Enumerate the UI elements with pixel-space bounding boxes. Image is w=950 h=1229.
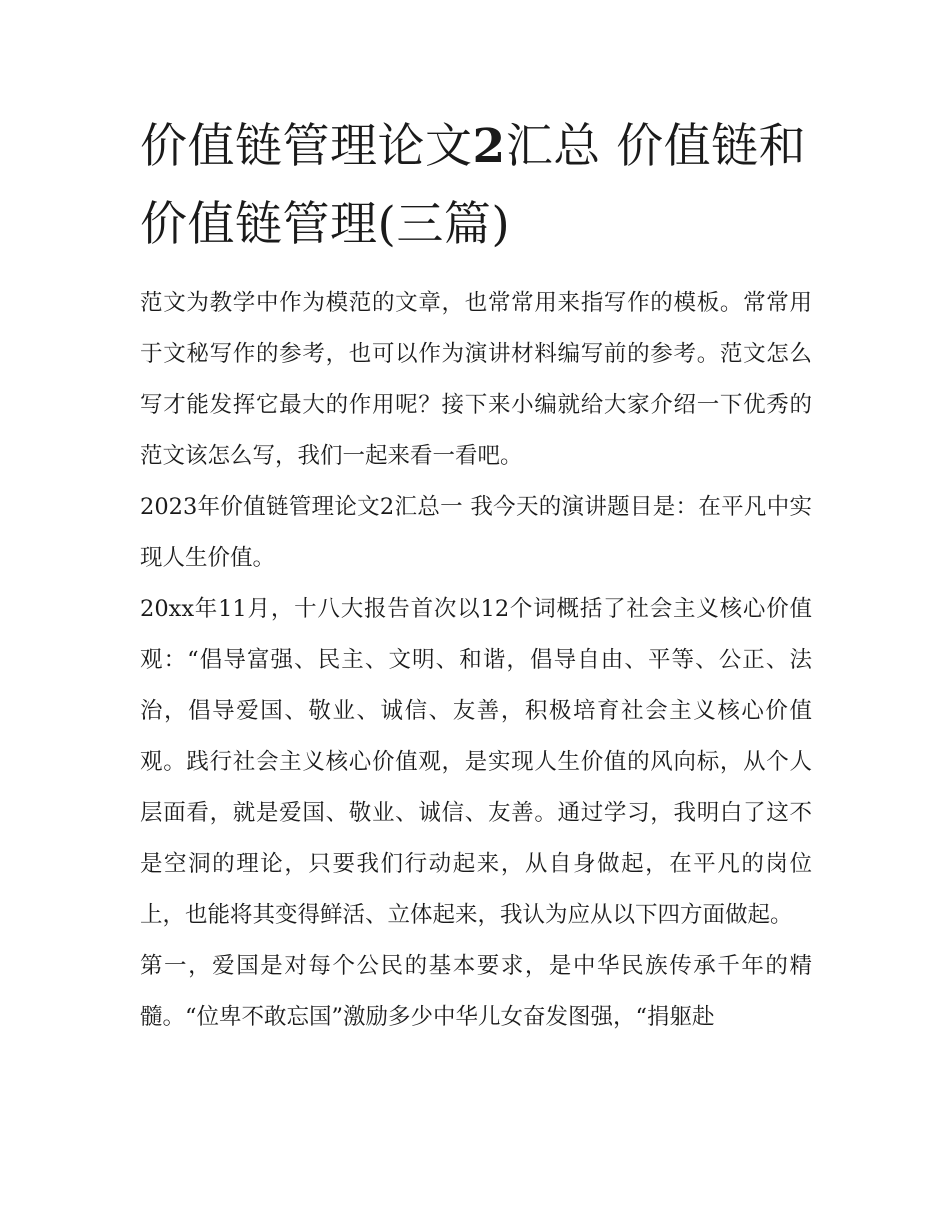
title-number: 2 [472,119,506,174]
paragraph-intro: 范文为教学中作为模范的文章，也常常用来指写作的模板。常常用于文秘写作的参考，也可以作为演讲材料编写前的参考。范文怎么写才能发挥它最大的作用呢？接下来小编就给大家介绍一下优秀的范文该怎么写，我们一起来看一看吧。 [140,290,812,469]
paragraph-patriotism: 第一，爱国是对每个公民的基本要求，是中华民族传承千年的精髓。“位卑不敢忘国”激励多少中华儿女奋发图强，“捐躯赴 [140,953,812,1030]
title-part-2: 汇总 价值链和价值链管理(三篇) [140,119,807,252]
document-page [140,108,812,1043]
paragraph-speech-topic: 2023年价值链管理论文2汇总一 我今天的演讲题目是：在平凡中实现人生价值。 [140,494,812,571]
title-part-1: 价值链管理论文 [140,119,473,174]
document-title [140,108,812,264]
paragraph-core-values: 20xx年11月，十八大报告首次以12个词概括了社会主义核心价值观：“倡导富强、民主、文明、和谐，倡导自由、平等、公正、法治，倡导爱国、敬业、诚信、友善，积极培育社会主义核心价值观。践行社会主义核心价值观，是实现人生价值的风向标，从个人层面看，就是爱国、敬业、诚信、友善。通过学习，我明白了这不是空洞的理论，只要我们行动起来，从自身做起，在平凡的岗位上，也能将其变得鲜活、立体起来，我认为应从以下四方面做起。 [140,596,812,928]
